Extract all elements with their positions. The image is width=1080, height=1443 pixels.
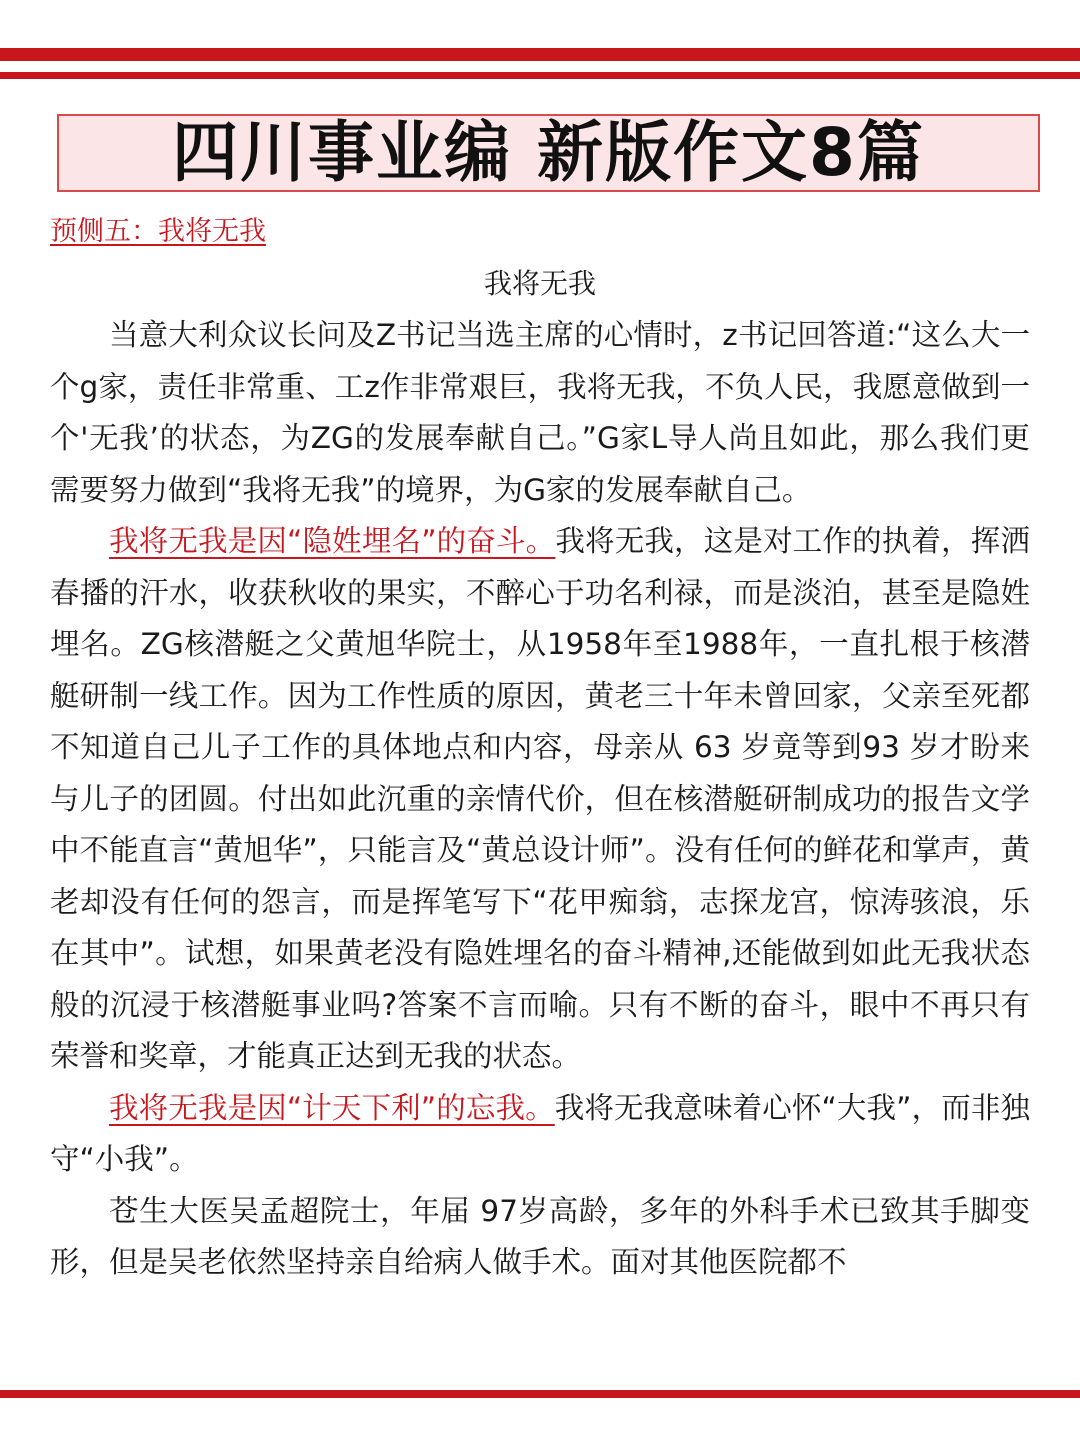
paragraph-4 <box>50 1186 1030 1289</box>
prediction-label: 预侧五：我将无我 <box>50 216 266 247</box>
essay-body <box>50 310 1030 1289</box>
paragraph-2 <box>50 516 1030 1083</box>
top-red-stripe-thick <box>0 48 1080 61</box>
top-red-stripe-thin <box>0 72 1080 79</box>
paragraph-3-highlight: 我将无我是因“计天下利”的忘我。 <box>109 1090 555 1125</box>
paragraph-2-highlight: 我将无我是因“隐姓埋名”的奋斗。 <box>109 524 556 558</box>
paragraph-3-text: 我将无我意味着心怀“大我”，而非独守“小我”。 <box>50 1090 1030 1176</box>
paragraph-1-text: 当意大利众议长问及Z书记当选主席的心情时，z书记回答道:“这么大一个g家，责任非常重、工z作非常艰巨，我将无我，不负人民，我愿意做到一个'无我’的状态，为ZG的发展奉献自己。”G家L导人尚且如此，那么我们更需要努力做到“我将无我”的境界，为G家的发展奉献自己。 <box>50 318 1030 507</box>
paragraph-4-text: 苍生大医吴孟超院士，年届 97岁高龄，多年的外科手术已致其手脚变形，但是吴老依然坚持亲自给病人做手术。面对其他医院都不 <box>50 1193 1030 1279</box>
bottom-red-stripe <box>0 1390 1080 1398</box>
page-title: 四川事业编 新版作文8篇 <box>172 114 925 191</box>
title-banner <box>57 114 1040 192</box>
essay-title: 我将无我 <box>483 267 596 300</box>
paragraph-2-text: 我将无我，这是对工作的执着，挥洒春播的汗水，收获秋收的果实，不醉心于功名利禄，而是淡泊，甚至是隐姓埋名。ZG核潜艇之父黄旭华院士，从1958年至1988年，一直扎根于核潜艇研制一线工作。因为工作性质的原因，黄老三十年未曾回家，父亲至死都不知道自己儿子工作的具体地点和内容，母亲从 63 岁竟等到93 岁才盼来与儿子的团圆。付出如此沉重的亲情代价，但在核潜艇研制成功的报告文学中不能直言“黄旭华”，只能言及“黄总设计师”。没有任何的鲜花和掌声，黄老却没有任何的怨言，而是挥笔写下“花甲痴翁，志探龙宫，惊涛骇浪，乐在其中”。试想，如果黄老没有隐姓埋名的奋斗精神,还能做到如此无我状态般的沉浸于核潜艇事业吗?答案不言而喻。只有不断的奋斗，眼中不再只有荣誉和奖章，才能真正达到无我的状态。 <box>50 524 1030 1073</box>
paragraph-1 <box>50 310 1030 516</box>
paragraph-3 <box>50 1083 1030 1186</box>
